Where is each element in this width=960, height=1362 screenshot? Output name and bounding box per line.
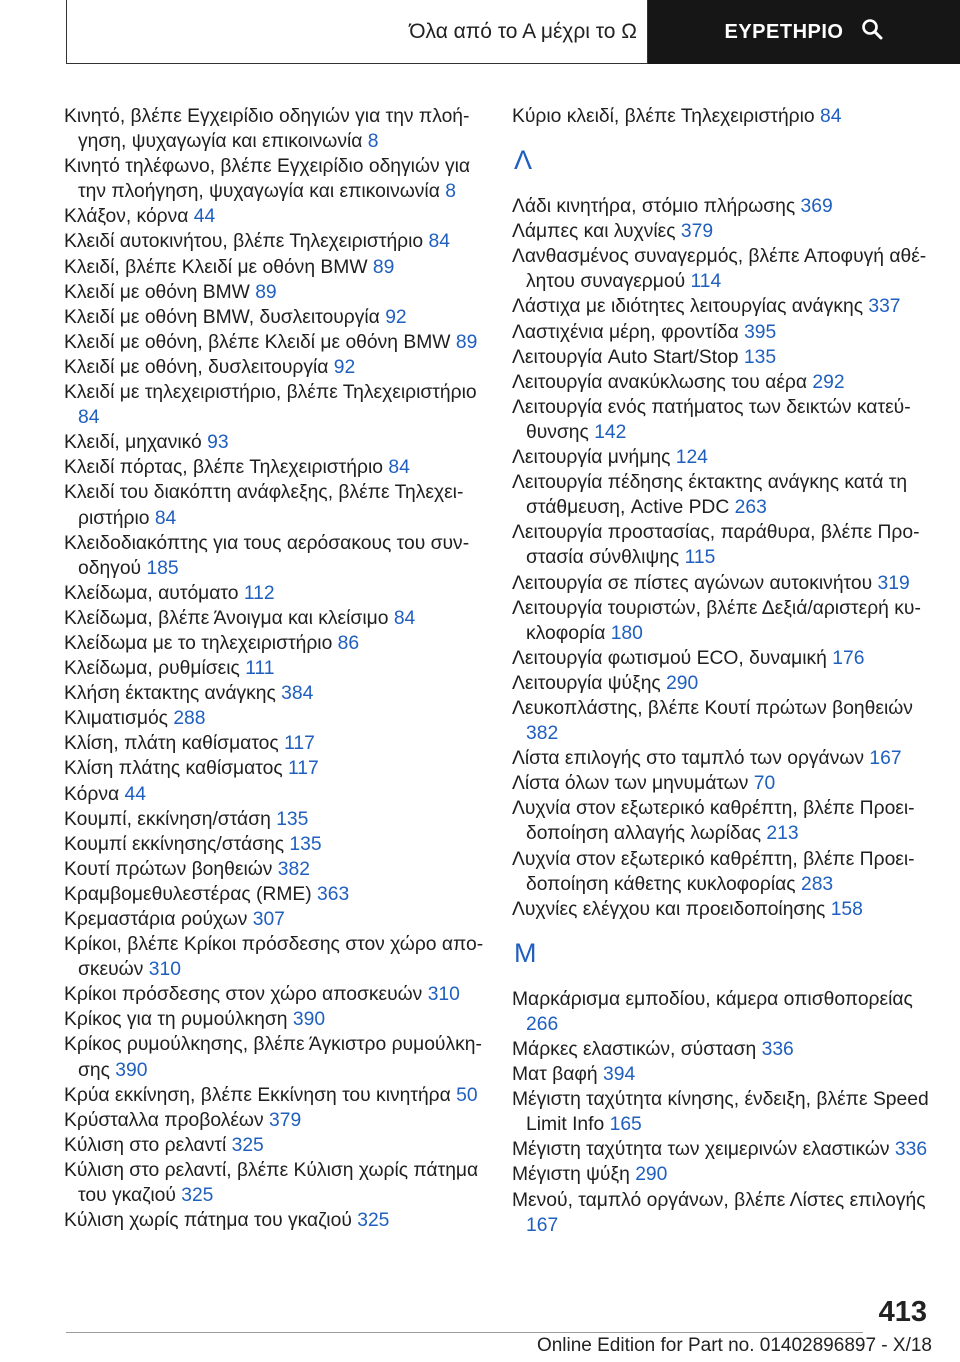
- page-link[interactable]: 337: [868, 296, 901, 318]
- entry-text: Κύλιση στο ρελαντί: [64, 1134, 227, 1156]
- entry-text: Λευκοπλάστης, βλέπε Κουτί πρώτων βοηθειών: [512, 697, 913, 719]
- index-entry: [512, 571, 932, 596]
- entry-text: Κλείδωμα, βλέπε Άνοιγμα και κλείσιμο: [64, 607, 389, 629]
- index-entry: [512, 646, 932, 671]
- index-entry: [64, 1032, 484, 1082]
- index-entry: [512, 345, 932, 370]
- page-link[interactable]: 363: [317, 883, 350, 905]
- index-entry: [64, 305, 484, 330]
- page-link[interactable]: 142: [594, 421, 627, 443]
- entry-text: Λειτουργία μνήμης: [512, 447, 671, 469]
- index-entry: [512, 1162, 932, 1187]
- page-link[interactable]: 369: [800, 196, 833, 218]
- page-link[interactable]: 44: [124, 783, 146, 805]
- index-entry: [512, 771, 932, 796]
- page-link[interactable]: 167: [526, 1214, 559, 1236]
- page-link[interactable]: 165: [609, 1114, 642, 1136]
- page-link[interactable]: 379: [680, 221, 714, 243]
- page-link[interactable]: 135: [289, 833, 322, 855]
- page-link[interactable]: 382: [277, 858, 310, 880]
- entry-text: Λυχνία στον εξωτερικό καθρέπτη, βλέπε Προειδοποίηση αλλαγής λωρίδας: [512, 798, 915, 845]
- index-entry: [64, 380, 484, 430]
- page-link[interactable]: 135: [276, 808, 309, 830]
- index-entry: [64, 932, 484, 982]
- entry-text: Κλειδί, μηχανικό: [64, 432, 202, 454]
- page-link[interactable]: 70: [753, 773, 776, 795]
- header: [66, 0, 960, 64]
- index-entry: [64, 1158, 484, 1208]
- index-entry: [512, 897, 932, 922]
- index-entry: [64, 104, 484, 154]
- entry-text: Κλειδί με οθόνη, δυσλειτουργία: [64, 356, 329, 378]
- page-link[interactable]: 111: [245, 658, 275, 680]
- entry-text: Κύριο κλειδί, βλέπε Τηλεχειριστήριο: [512, 106, 815, 127]
- index-entry: [64, 229, 484, 254]
- page-link[interactable]: 84: [78, 407, 100, 429]
- entry-text: Κρίκος ρυμούλκησης, βλέπε Άγκιστρο ρυμούλκησης: [64, 1034, 482, 1081]
- index-entry: [64, 1208, 484, 1233]
- page-link[interactable]: 336: [761, 1039, 794, 1060]
- index-entry: [64, 807, 484, 832]
- entry-text: Λάμπες και λυχνίες: [512, 221, 676, 243]
- entry-text: Λειτουργία πέδησης έκτακτης ανάγκης κατά τη στάθμευση, Active PDC: [512, 472, 908, 519]
- entry-text: Κρύσταλλα προβολέων: [64, 1109, 264, 1131]
- page-link[interactable]: 84: [388, 457, 410, 479]
- page-link[interactable]: 92: [333, 356, 356, 378]
- entry-text: Λειτουργία σε πίστες αγώνων αυτοκινήτου: [512, 572, 873, 594]
- index-entry: [64, 531, 484, 581]
- page-link[interactable]: 180: [610, 622, 643, 644]
- index-entry: [64, 631, 484, 656]
- entry-text: Κλειδοδιακόπτης για τους αερόσακους του συνοδηγού: [64, 532, 470, 579]
- section-heading-lambda: Λ: [514, 145, 533, 176]
- index-entry: [512, 796, 932, 846]
- entry-text: Λάδι κινητήρα, στόμιο πλήρωσης: [512, 196, 796, 218]
- index-entry: [512, 847, 932, 897]
- index-entry: [64, 154, 484, 204]
- entry-text: Κλειδί με οθόνη BMW: [64, 281, 250, 303]
- entry-text: Λυχνία στον εξωτερικό καθρέπτη, βλέπε Προειδοποίηση κάθετης κυκλοφορίας: [512, 848, 915, 895]
- index-entry: [512, 1188, 932, 1238]
- entry-text: Κλείδωμα με το τηλεχειριστήριο: [64, 632, 333, 654]
- page-link[interactable]: 390: [292, 1009, 326, 1031]
- page-link[interactable]: 124: [675, 447, 708, 469]
- page-link[interactable]: 307: [252, 909, 285, 930]
- index-entry: [512, 596, 932, 646]
- entry-text: Λανθασμένος συναγερμός, βλέπε Αποφυγή αθέλητου συναγερμού: [512, 246, 927, 293]
- page-link[interactable]: 93: [207, 432, 229, 454]
- page-link[interactable]: 115: [684, 547, 716, 569]
- index-entry: [512, 671, 932, 696]
- page-number: 413: [878, 1296, 927, 1328]
- entry-text: Κλείδωμα, αυτόματο: [64, 582, 239, 604]
- index-entry: [64, 430, 484, 455]
- footer-edition-text: Online Edition for Part no. 01402896897 - X/18: [536, 1335, 932, 1356]
- page-link[interactable]: 158: [830, 898, 863, 920]
- page-link[interactable]: 395: [744, 321, 777, 343]
- page-link[interactable]: 8: [445, 181, 456, 203]
- entry-text: Κλίση πλάτης καθίσματος: [64, 758, 283, 780]
- index-entry: [64, 656, 484, 681]
- index-column-left: [64, 104, 484, 1233]
- page-link[interactable]: 325: [357, 1210, 390, 1232]
- entry-text: Λειτουργία ψύξης: [512, 672, 661, 694]
- index-entry: [512, 320, 932, 345]
- entry-text: Μενού, ταμπλό οργάνων, βλέπε Λίστες επιλογής: [512, 1189, 926, 1211]
- entry-text: Λειτουργία ενός πατήματος των δεικτών κατεύθυνσης: [512, 396, 911, 443]
- entry-text: Κύλιση χωρίς πάτημα του γκαζιού: [64, 1210, 352, 1232]
- entry-text: Λάστιχα με ιδιότητες λειτουργίας ανάγκης: [512, 296, 863, 318]
- tab-all-a-to-z[interactable]: [66, 0, 648, 64]
- page-link[interactable]: 89: [372, 256, 395, 278]
- entry-text: Κουμπί εκκίνησης/στάσης: [64, 833, 285, 855]
- index-entry: [64, 857, 484, 882]
- entry-text: Κινητό τηλέφωνο, βλέπε Εγχειρίδιο οδηγιών για την πλοήγηση, ψυχαγωγία και επικοινωνία: [64, 156, 471, 203]
- index-column-right: [512, 104, 932, 1238]
- entry-text: Κλίση, πλάτη καθίσματος: [64, 733, 279, 755]
- page-link[interactable]: 114: [690, 271, 722, 293]
- page-link[interactable]: 117: [288, 758, 319, 780]
- page-link[interactable]: 290: [666, 672, 699, 694]
- entry-text: Κρίκος για τη ρυμούλκηση: [64, 1009, 288, 1031]
- entry-text: Λίστα όλων των μηνυμάτων: [512, 773, 749, 795]
- entry-text: Λειτουργία φωτισμού ECO, δυναμική: [512, 647, 827, 669]
- page-link[interactable]: 290: [635, 1164, 668, 1186]
- page-link[interactable]: 384: [281, 683, 314, 705]
- page-link[interactable]: 89: [255, 281, 277, 303]
- index-entry: [64, 255, 484, 280]
- page-link[interactable]: 89: [455, 331, 478, 353]
- index-entry: [512, 1062, 932, 1087]
- index-entry: [512, 104, 932, 129]
- entry-text: Κλήση έκτακτης ανάγκης: [64, 683, 276, 705]
- entry-text: Κινητό, βλέπε Εγχειρίδιο οδηγιών για την πλοήγηση, ψυχαγωγία και επικοινωνία: [64, 106, 470, 153]
- entry-text: Κρεμαστάρια ρούχων: [64, 909, 248, 930]
- page-link[interactable]: 288: [173, 708, 206, 730]
- entry-text: Κουμπί, εκκίνηση/στάση: [64, 808, 271, 830]
- entry-text: Μέγιστη ψύξη: [512, 1164, 630, 1186]
- index-entry: [64, 756, 484, 781]
- index-entry: [512, 1137, 932, 1162]
- index-entry: [512, 395, 932, 445]
- entry-text: Κρίκοι, βλέπε Κρίκοι πρόσδεσης στον χώρο αποσκευών: [64, 934, 484, 981]
- page-link[interactable]: 92: [385, 306, 407, 328]
- index-entry: [64, 1007, 484, 1032]
- page-link[interactable]: 117: [284, 733, 315, 755]
- entry-text: Κλειδί με τηλεχειριστήριο, βλέπε Τηλεχειριστήριο: [64, 382, 477, 404]
- page-link[interactable]: 84: [820, 106, 842, 127]
- index-entry: [64, 581, 484, 606]
- index-entry: [512, 746, 932, 771]
- page-link[interactable]: 390: [115, 1059, 148, 1081]
- index-entry: [512, 1037, 932, 1062]
- entry-text: Μαρκάρισμα εμποδίου, κάμερα οπισθοπορείας: [512, 988, 913, 1010]
- entry-text: Μέγιστη ταχύτητα των χειμερινών ελαστικών: [512, 1139, 890, 1161]
- entry-text: Λειτουργία ανακύκλωσης του αέρα: [512, 371, 808, 393]
- page-link[interactable]: 325: [231, 1134, 264, 1156]
- page-link[interactable]: 86: [337, 632, 360, 654]
- entry-text: Λυχνίες ελέγχου και προειδοποίησης: [512, 898, 826, 920]
- page-link[interactable]: 50: [456, 1084, 478, 1106]
- search-icon[interactable]: [861, 18, 883, 46]
- entry-text: Λίστα επιλογής στο ταμπλό των οργάνων: [512, 748, 865, 770]
- entry-text: Κλειδί πόρτας, βλέπε Τηλεχειριστήριο: [64, 457, 383, 479]
- page-link[interactable]: 44: [193, 206, 216, 228]
- page-link[interactable]: 394: [603, 1064, 636, 1086]
- page-link[interactable]: 213: [766, 823, 799, 845]
- index-entry: [64, 882, 484, 907]
- entry-text: Κλείδωμα, ρυθμίσεις: [64, 658, 240, 680]
- tab-all-label: Όλα από το Α μέχρι το Ω: [409, 19, 637, 43]
- page-link[interactable]: 167: [869, 748, 902, 770]
- index-entry: [512, 244, 932, 294]
- footer-divider: [66, 1332, 863, 1333]
- entry-text: Κλειδί με οθόνη, βλέπε Κλειδί με οθόνη BMW: [64, 331, 451, 353]
- page-link[interactable]: 319: [877, 572, 910, 594]
- entry-text: Κλάξον, κόρνα: [64, 206, 189, 228]
- page-link[interactable]: 310: [148, 959, 181, 981]
- page-link[interactable]: 84: [428, 231, 450, 253]
- entry-text: Κλιματισμός: [64, 708, 168, 730]
- index-entry: [64, 480, 484, 530]
- page-link[interactable]: 336: [894, 1139, 928, 1161]
- entry-text: Κουτί πρώτων βοηθειών: [64, 858, 273, 880]
- index-entry: [512, 370, 932, 395]
- entry-text: Κλειδί αυτοκινήτου, βλέπε Τηλεχειριστήριο: [64, 231, 424, 253]
- page-link[interactable]: 382: [526, 723, 559, 745]
- index-entry: [64, 706, 484, 731]
- index-entry: [64, 280, 484, 305]
- index-entry: [512, 219, 932, 244]
- entry-text: Κλειδί με οθόνη BMW, δυσλειτουργία: [64, 306, 380, 328]
- page-link[interactable]: 135: [743, 346, 777, 368]
- index-entry: [64, 1133, 484, 1158]
- index-entry: [64, 731, 484, 756]
- page-link[interactable]: 263: [734, 497, 767, 519]
- index-entry: [512, 294, 932, 319]
- page-link[interactable]: 8: [367, 131, 379, 153]
- tab-index[interactable]: [648, 0, 960, 64]
- index-entry: [64, 832, 484, 857]
- entry-text: Κύλιση στο ρελαντί, βλέπε Κύλιση χωρίς πάτημα του γκαζιού: [64, 1159, 479, 1207]
- entry-text: Μέγιστη ταχύτητα κίνησης, ένδειξη, βλέπε Speed Limit Info: [512, 1089, 929, 1136]
- entry-text: Λειτουργία προστασίας, παράθυρα, βλέπε Προστασία σύνθλιψης: [512, 522, 920, 569]
- entry-text: Κρίκοι πρόσδεσης στον χώρο αποσκευών: [64, 984, 423, 1006]
- section-heading-mu: Μ: [514, 937, 537, 968]
- entry-text: Κραμβομεθυλεστέρας (RME): [64, 883, 312, 905]
- page-link[interactable]: 185: [146, 557, 179, 579]
- index-entry: [64, 681, 484, 706]
- index-entry: [64, 907, 484, 932]
- page-link[interactable]: 112: [243, 582, 275, 604]
- index-entry: [64, 1108, 484, 1133]
- entry-text: Λαστιχένια μέρη, φροντίδα: [512, 321, 739, 343]
- page-link[interactable]: 266: [526, 1013, 559, 1035]
- index-entry: [512, 987, 932, 1037]
- entry-text: Ματ βαφή: [512, 1064, 598, 1086]
- entry-text: Μάρκες ελαστικών, σύσταση: [512, 1039, 757, 1060]
- page-link[interactable]: 310: [427, 984, 460, 1006]
- entry-text: Κλειδί, βλέπε Κλειδί με οθόνη BMW: [64, 256, 368, 278]
- index-entry: [64, 455, 484, 480]
- page-link[interactable]: 292: [812, 371, 845, 393]
- tab-index-label: ΕΥΡΕΤΗΡΙΟ: [724, 20, 844, 43]
- page-link[interactable]: 84: [393, 607, 416, 629]
- entry-text: Κρύα εκκίνηση, βλέπε Εκκίνηση του κινητήρα: [64, 1084, 451, 1106]
- index-entry: [512, 470, 932, 520]
- page-link[interactable]: 325: [181, 1185, 214, 1207]
- index-entry: [64, 782, 484, 807]
- index-entry: [512, 696, 932, 746]
- index-entry: [512, 1087, 932, 1137]
- index-entry: [64, 1083, 484, 1108]
- page-link[interactable]: 379: [269, 1109, 302, 1131]
- index-entry: [512, 520, 932, 570]
- index-entry: [64, 204, 484, 229]
- index-entry: [64, 982, 484, 1007]
- index-entry: [512, 445, 932, 470]
- entry-text: Κλειδί του διακόπτη ανάφλεξης, βλέπε Τηλεχειριστήριο: [64, 482, 464, 529]
- index-entry: [512, 194, 932, 219]
- page-link[interactable]: 176: [832, 647, 865, 669]
- index-entry: [64, 606, 484, 631]
- page-link[interactable]: 283: [800, 873, 834, 895]
- index-entry: [64, 330, 484, 355]
- entry-text: Κόρνα: [64, 783, 120, 805]
- entry-text: Λειτουργία τουριστών, βλέπε Δεξιά/αριστερή κυκλοφορία: [512, 597, 921, 644]
- page-link[interactable]: 84: [154, 507, 177, 529]
- index-entry: [64, 355, 484, 380]
- entry-text: Λειτουργία Auto Start/Stop: [512, 346, 739, 368]
